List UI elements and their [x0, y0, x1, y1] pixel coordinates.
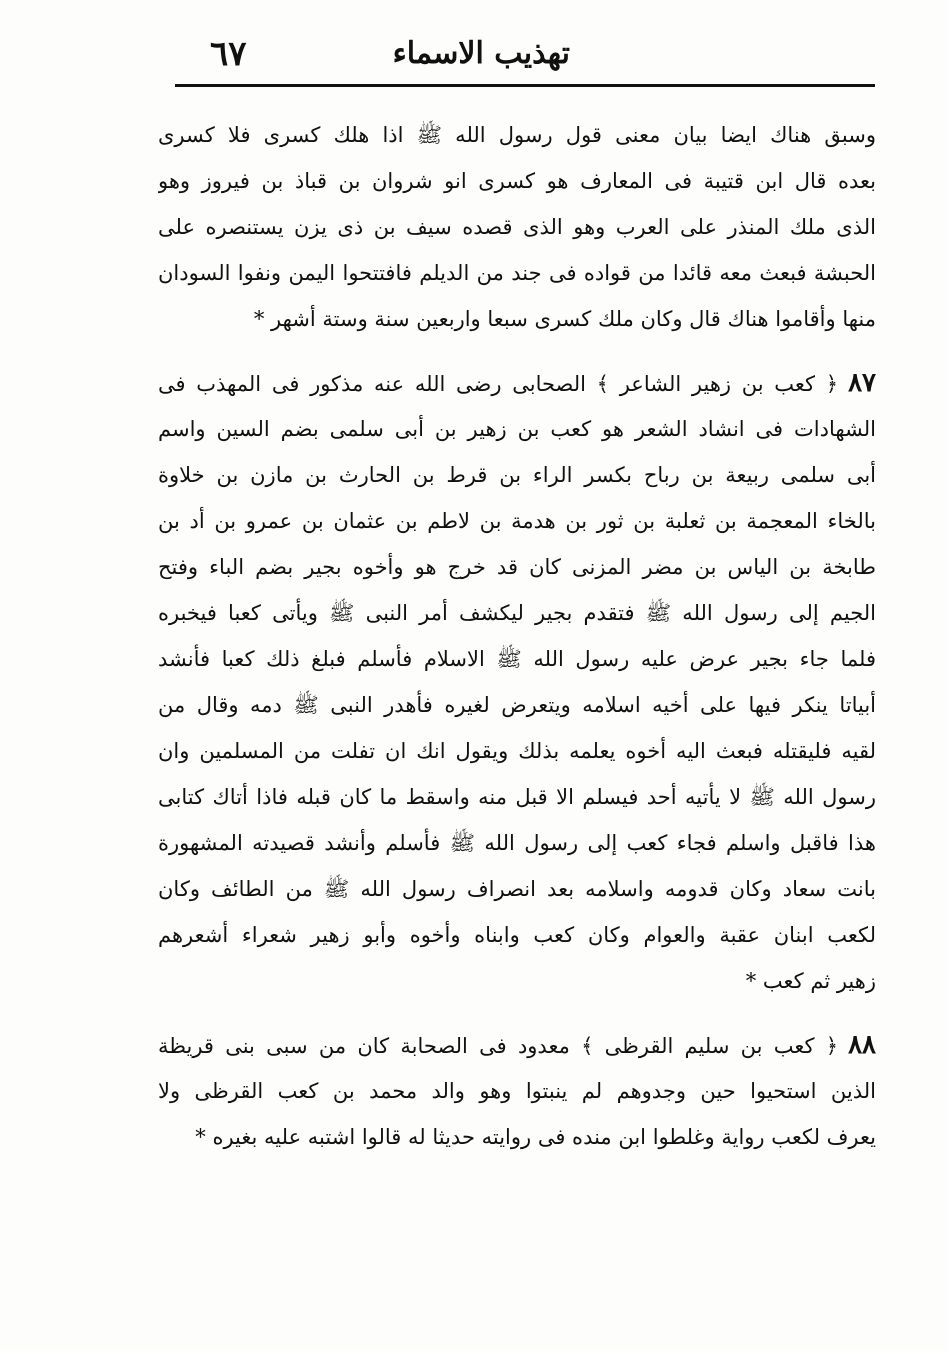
page-header: [170, 30, 870, 80]
entry-88: [158, 1022, 876, 1160]
text-line: زهير ثم كعب *: [745, 969, 876, 993]
entry-heading-line: ﴿ كعب بن زهير الشاعر ﴾ الصحابى رضى الله عنه مذكور فى المهذب فى: [158, 372, 839, 396]
text-line: [158, 360, 876, 406]
text-body: [158, 112, 876, 1178]
header-rule: [175, 84, 875, 87]
entry-heading-line: ﴿ كعب بن سليم القرظى ﴾ معدود فى الصحابة كان من سبى بنى قريظة: [158, 1034, 839, 1058]
text-line: الجيم إلى رسول الله ﷺ فتقدم بجير ليكشف أمر النبى ﷺ ويأتى كعبا فيخبره: [158, 601, 876, 625]
text-line: أبياتا ينكر فيها على أخيه اسلامه ويتعرض لغيره فأهدر النبى ﷺ دمه وقال من: [158, 693, 876, 717]
text-line: طابخة بن الياس بن مضر المزنى كان قد خرج هو وأخوه بجير بضم الباء وفتح: [158, 555, 876, 579]
entry-number: ٨٧: [848, 368, 876, 398]
text-line: وسبق هناك ايضا بيان معنى قول رسول الله ﷺ اذا هلك كسرى فلا كسرى: [158, 123, 876, 147]
text-line: بانت سعاد وكان قدومه واسلامه بعد انصراف رسول الله ﷺ من الطائف وكان: [158, 877, 876, 901]
text-line: الذى ملك المنذر على العرب وهو الذى قصده سيف بن ذى يزن يستنصره على: [158, 215, 876, 239]
text-line: يعرف لكعب رواية وغلطوا ابن منده فى روايته حديثا له قالوا اشتبه عليه بغيره *: [195, 1125, 876, 1149]
paragraph: [158, 112, 876, 342]
text-line: بعده قال ابن قتيبة فى المعارف هو كسرى انو شروان بن قباذ بن فيروز وهو: [158, 169, 876, 193]
text-line: فلما جاء بجير عرض عليه رسول الله ﷺ الاسلام فأسلم فبلغ ذلك كعبا فأنشد: [158, 647, 876, 671]
entry-number: ٨٨: [848, 1030, 876, 1060]
text-line: أبى سلمى ربيعة بن رباح بكسر الراء بن قرط بن الحارث بن مازن بن خلاوة: [158, 463, 876, 487]
text-line: هذا فاقبل واسلم فجاء كعب إلى رسول الله ﷺ فأسلم وأنشد قصيدته المشهورة: [158, 831, 876, 855]
text-line: الحبشة فبعث معه قائدا من قواده فى جند من الديلم فافتتحوا اليمن ونفوا السودان: [158, 261, 876, 285]
text-line: منها وأقاموا هناك قال وكان ملك كسرى سبعا واربعين سنة وستة أشهر *: [253, 307, 876, 331]
page-number: ٦٧: [210, 34, 247, 74]
text-line: الشهادات فى انشاد الشعر هو كعب بن زهير بن أبى سلمى بضم السين واسم: [158, 417, 876, 441]
text-line: بالخاء المعجمة بن ثعلبة بن ثور بن هدمة بن لاطم بن عثمان بن عمرو بن أد بن: [158, 509, 876, 533]
running-title: تهذيب الاسماء: [392, 36, 570, 71]
text-line: [158, 1022, 876, 1068]
text-line: الذين استحيوا حين وجدوهم لم ينبتوا وهو والد محمد بن كعب القرظى ولا: [158, 1079, 876, 1103]
text-line: لكعب ابنان عقبة والعوام وكان كعب وابناه وأخوه وأبو زهير شعراء أشعرهم: [158, 923, 876, 947]
text-line: رسول الله ﷺ لا يأتيه أحد فيسلم الا قبل منه واسقط ما كان قبله فاذا أتاك كتابى: [158, 785, 876, 809]
entry-87: [158, 360, 876, 1004]
text-line: لقيه فليقتله فبعث اليه أخوه يعلمه بذلك ويقول انك ان تفلت من المسلمين وان: [158, 739, 876, 763]
